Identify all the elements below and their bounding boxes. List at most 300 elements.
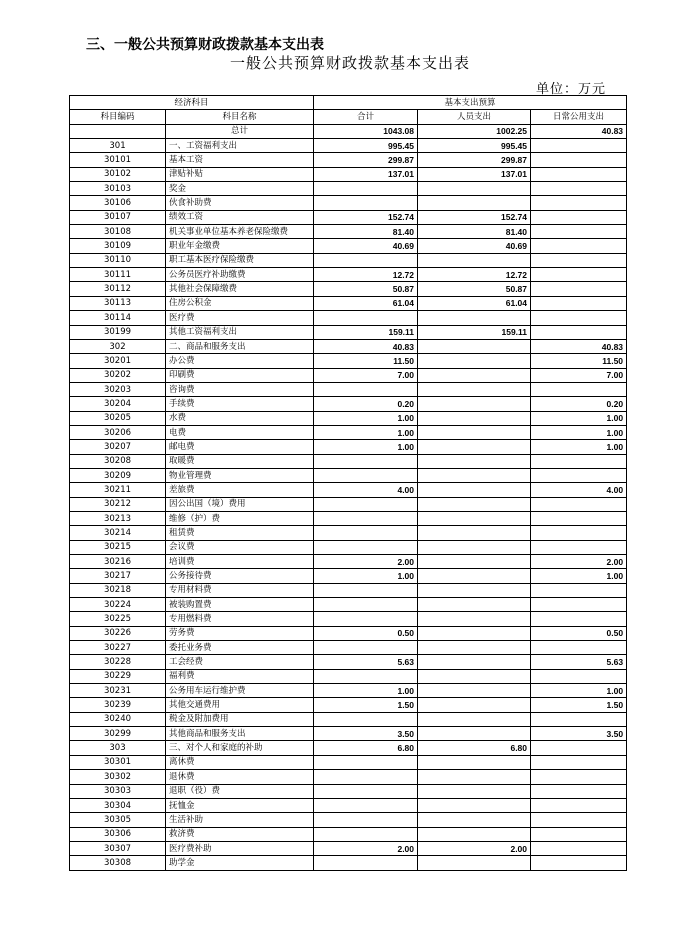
subject-name: 劳务费 xyxy=(166,626,314,640)
public-amount: 5.63 xyxy=(531,655,627,669)
public-amount: 1.50 xyxy=(531,698,627,712)
total-amount: 12.72 xyxy=(314,268,418,282)
personnel-amount: 995.45 xyxy=(418,139,531,153)
total-amount: 1.00 xyxy=(314,440,418,454)
personnel-amount: 2.00 xyxy=(418,841,531,855)
subject-code: 301 xyxy=(70,139,166,153)
total-amount: 0.50 xyxy=(314,626,418,640)
total-amount: 2.00 xyxy=(314,841,418,855)
public-amount xyxy=(531,253,627,267)
public-amount: 7.00 xyxy=(531,368,627,382)
subject-code: 30201 xyxy=(70,354,166,368)
table-row xyxy=(70,225,627,239)
personnel-amount xyxy=(418,454,531,468)
subject-name: 住房公积金 xyxy=(166,296,314,310)
total-amount xyxy=(314,468,418,482)
public-amount: 1.00 xyxy=(531,425,627,439)
table-row xyxy=(70,555,627,569)
subject-name: 绩效工资 xyxy=(166,210,314,224)
subject-code: 30224 xyxy=(70,598,166,612)
public-amount xyxy=(531,770,627,784)
table-row xyxy=(70,727,627,741)
personnel-amount xyxy=(418,641,531,655)
subject-name: 物业管理费 xyxy=(166,468,314,482)
subject-name: 退职（役）费 xyxy=(166,784,314,798)
header-group-row xyxy=(70,96,627,110)
total-amount: 4.00 xyxy=(314,483,418,497)
subject-code: 302 xyxy=(70,339,166,353)
personnel-amount xyxy=(418,540,531,554)
personnel-amount xyxy=(418,368,531,382)
total-amount: 159.11 xyxy=(314,325,418,339)
total-amount: 81.40 xyxy=(314,225,418,239)
subject-name: 离休费 xyxy=(166,755,314,769)
personnel-amount: 61.04 xyxy=(418,296,531,310)
public-amount: 11.50 xyxy=(531,354,627,368)
table-row xyxy=(70,770,627,784)
subject-code: 30209 xyxy=(70,468,166,482)
public-amount: 0.50 xyxy=(531,626,627,640)
total-amount: 6.80 xyxy=(314,741,418,755)
total-amount xyxy=(314,311,418,325)
subject-code: 30113 xyxy=(70,296,166,310)
table-row xyxy=(70,741,627,755)
public-amount: 2.00 xyxy=(531,555,627,569)
table-row xyxy=(70,425,627,439)
public-amount xyxy=(531,139,627,153)
subject-name: 被装购置费 xyxy=(166,598,314,612)
subject-code: 30227 xyxy=(70,641,166,655)
total-amount: 40.83 xyxy=(314,339,418,353)
table-row xyxy=(70,712,627,726)
personnel-amount xyxy=(418,569,531,583)
table-row xyxy=(70,296,627,310)
personnel-amount: 299.87 xyxy=(418,153,531,167)
public-amount xyxy=(531,755,627,769)
public-amount xyxy=(531,497,627,511)
personnel-amount xyxy=(418,612,531,626)
table-row xyxy=(70,354,627,368)
subject-code: 30110 xyxy=(70,253,166,267)
section-title: 三、一般公共预算财政拨款基本支出表 xyxy=(86,37,324,53)
subject-name: 其他社会保障缴费 xyxy=(166,282,314,296)
public-amount: 3.50 xyxy=(531,727,627,741)
public-amount xyxy=(531,841,627,855)
table-row xyxy=(70,268,627,282)
subject-code: 30302 xyxy=(70,770,166,784)
subject-code: 30101 xyxy=(70,153,166,167)
personnel-amount xyxy=(418,196,531,210)
subject-code: 30103 xyxy=(70,182,166,196)
subject-code: 30109 xyxy=(70,239,166,253)
table-row xyxy=(70,540,627,554)
subject-code: 30204 xyxy=(70,397,166,411)
total-amount: 50.87 xyxy=(314,282,418,296)
subject-name: 福利费 xyxy=(166,669,314,683)
table-row xyxy=(70,282,627,296)
total-personnel: 1002.25 xyxy=(418,124,531,138)
table-row xyxy=(70,641,627,655)
total-public: 40.83 xyxy=(531,124,627,138)
total-amount: 1.00 xyxy=(314,425,418,439)
subject-name: 医疗费补助 xyxy=(166,841,314,855)
subject-name: 手续费 xyxy=(166,397,314,411)
public-amount xyxy=(531,210,627,224)
subject-name: 生活补助 xyxy=(166,813,314,827)
subject-code: 30307 xyxy=(70,841,166,855)
public-amount xyxy=(531,741,627,755)
total-amount xyxy=(314,798,418,812)
total-amount xyxy=(314,598,418,612)
subject-code: 30240 xyxy=(70,712,166,726)
public-amount xyxy=(531,612,627,626)
table-row xyxy=(70,454,627,468)
total-amount xyxy=(314,755,418,769)
public-amount xyxy=(531,669,627,683)
total-amount xyxy=(314,511,418,525)
table-row xyxy=(70,339,627,353)
total-amount: 137.01 xyxy=(314,167,418,181)
subject-name: 其他商品和服务支出 xyxy=(166,727,314,741)
table-row xyxy=(70,239,627,253)
public-amount xyxy=(531,468,627,482)
subject-name: 救济费 xyxy=(166,827,314,841)
public-amount xyxy=(531,311,627,325)
total-amount: 40.69 xyxy=(314,239,418,253)
total-amount xyxy=(314,712,418,726)
header-total: 合计 xyxy=(314,110,418,124)
subject-name: 委托业务费 xyxy=(166,641,314,655)
header-subject-code: 科目编码 xyxy=(70,110,166,124)
public-amount xyxy=(531,225,627,239)
header-basic-budget: 基本支出预算 xyxy=(314,96,627,110)
total-amount: 7.00 xyxy=(314,368,418,382)
subject-name: 电费 xyxy=(166,425,314,439)
subject-name: 奖金 xyxy=(166,182,314,196)
public-amount xyxy=(531,583,627,597)
subject-code: 30202 xyxy=(70,368,166,382)
total-amount xyxy=(314,856,418,870)
table-row xyxy=(70,856,627,870)
total-amount xyxy=(314,526,418,540)
subject-name: 培训费 xyxy=(166,555,314,569)
table-row xyxy=(70,511,627,525)
subject-code: 30229 xyxy=(70,669,166,683)
personnel-amount: 152.74 xyxy=(418,210,531,224)
subject-name: 邮电费 xyxy=(166,440,314,454)
personnel-amount xyxy=(418,598,531,612)
personnel-amount xyxy=(418,655,531,669)
table-row xyxy=(70,684,627,698)
subject-name: 会议费 xyxy=(166,540,314,554)
total-amount xyxy=(314,382,418,396)
public-amount xyxy=(531,167,627,181)
subject-name: 专用燃料费 xyxy=(166,612,314,626)
total-amount: 61.04 xyxy=(314,296,418,310)
subject-name: 三、对个人和家庭的补助 xyxy=(166,741,314,755)
personnel-amount xyxy=(418,397,531,411)
subject-code: 30213 xyxy=(70,511,166,525)
subject-name: 机关事业单位基本养老保险缴费 xyxy=(166,225,314,239)
subject-code: 30107 xyxy=(70,210,166,224)
personnel-amount xyxy=(418,626,531,640)
total-amount xyxy=(314,540,418,554)
public-amount xyxy=(531,641,627,655)
header-personnel: 人员支出 xyxy=(418,110,531,124)
personnel-amount xyxy=(418,669,531,683)
public-amount xyxy=(531,454,627,468)
subject-name: 抚恤金 xyxy=(166,798,314,812)
public-amount xyxy=(531,540,627,554)
subject-code: 30239 xyxy=(70,698,166,712)
subject-code: 30214 xyxy=(70,526,166,540)
public-amount xyxy=(531,153,627,167)
subject-name: 退休费 xyxy=(166,770,314,784)
subject-code: 30303 xyxy=(70,784,166,798)
subject-name: 公务员医疗补助缴费 xyxy=(166,268,314,282)
subject-code: 30301 xyxy=(70,755,166,769)
personnel-amount: 6.80 xyxy=(418,741,531,755)
public-amount xyxy=(531,239,627,253)
subject-name: 基本工资 xyxy=(166,153,314,167)
subject-code: 30306 xyxy=(70,827,166,841)
total-amount: 995.45 xyxy=(314,139,418,153)
table-row xyxy=(70,382,627,396)
budget-table-body xyxy=(70,96,627,871)
personnel-amount xyxy=(418,684,531,698)
subject-name: 维修（护）费 xyxy=(166,511,314,525)
subject-code: 30102 xyxy=(70,167,166,181)
public-amount xyxy=(531,511,627,525)
subject-name: 助学金 xyxy=(166,856,314,870)
subject-name: 其他工资福利支出 xyxy=(166,325,314,339)
table-row xyxy=(70,755,627,769)
subject-name: 职业年金缴费 xyxy=(166,239,314,253)
personnel-amount xyxy=(418,311,531,325)
total-amount: 0.20 xyxy=(314,397,418,411)
personnel-amount xyxy=(418,583,531,597)
subject-code: 30216 xyxy=(70,555,166,569)
subject-name: 差旅费 xyxy=(166,483,314,497)
public-amount xyxy=(531,827,627,841)
total-amount: 1.00 xyxy=(314,569,418,583)
subject-name: 工会经费 xyxy=(166,655,314,669)
table-row xyxy=(70,841,627,855)
public-amount: 1.00 xyxy=(531,569,627,583)
personnel-amount: 12.72 xyxy=(418,268,531,282)
total-amount xyxy=(314,641,418,655)
public-amount: 0.20 xyxy=(531,397,627,411)
personnel-amount xyxy=(418,382,531,396)
subject-code: 30106 xyxy=(70,196,166,210)
table-row xyxy=(70,598,627,612)
personnel-amount: 81.40 xyxy=(418,225,531,239)
personnel-amount xyxy=(418,698,531,712)
personnel-amount xyxy=(418,253,531,267)
header-column-row xyxy=(70,110,627,124)
total-amount xyxy=(314,813,418,827)
subject-code: 30225 xyxy=(70,612,166,626)
subject-name: 伙食补助费 xyxy=(166,196,314,210)
subject-name: 办公费 xyxy=(166,354,314,368)
personnel-amount xyxy=(418,354,531,368)
public-amount xyxy=(531,798,627,812)
personnel-amount xyxy=(418,798,531,812)
subject-code: 30206 xyxy=(70,425,166,439)
total-code-cell xyxy=(70,124,166,138)
personnel-amount xyxy=(418,856,531,870)
subject-name: 咨询费 xyxy=(166,382,314,396)
total-total: 1043.08 xyxy=(314,124,418,138)
public-amount xyxy=(531,526,627,540)
subject-name: 公务接待费 xyxy=(166,569,314,583)
table-row xyxy=(70,167,627,181)
personnel-amount xyxy=(418,483,531,497)
subject-code: 30108 xyxy=(70,225,166,239)
table-row xyxy=(70,196,627,210)
table-row xyxy=(70,827,627,841)
subject-code: 30304 xyxy=(70,798,166,812)
table-row xyxy=(70,325,627,339)
table-row xyxy=(70,698,627,712)
subject-code: 30217 xyxy=(70,569,166,583)
table-row xyxy=(70,526,627,540)
subject-code: 30212 xyxy=(70,497,166,511)
total-amount xyxy=(314,497,418,511)
total-amount xyxy=(314,612,418,626)
subject-code: 30112 xyxy=(70,282,166,296)
subject-code: 30208 xyxy=(70,454,166,468)
total-amount: 2.00 xyxy=(314,555,418,569)
total-row xyxy=(70,124,627,138)
personnel-amount xyxy=(418,755,531,769)
total-amount: 1.50 xyxy=(314,698,418,712)
total-amount: 1.00 xyxy=(314,411,418,425)
subject-code: 30203 xyxy=(70,382,166,396)
personnel-amount xyxy=(418,784,531,798)
total-amount xyxy=(314,770,418,784)
subject-name: 税金及附加费用 xyxy=(166,712,314,726)
public-amount: 40.83 xyxy=(531,339,627,353)
public-amount xyxy=(531,784,627,798)
total-amount xyxy=(314,182,418,196)
total-amount xyxy=(314,253,418,267)
table-row xyxy=(70,497,627,511)
subject-name: 津贴补贴 xyxy=(166,167,314,181)
subject-name: 医疗费 xyxy=(166,311,314,325)
public-amount xyxy=(531,598,627,612)
subject-code: 30114 xyxy=(70,311,166,325)
subject-name: 取暖费 xyxy=(166,454,314,468)
subject-name: 其他交通费用 xyxy=(166,698,314,712)
table-row xyxy=(70,655,627,669)
table-row xyxy=(70,798,627,812)
subject-name: 一、工资福利支出 xyxy=(166,139,314,153)
table-row xyxy=(70,153,627,167)
personnel-amount xyxy=(418,468,531,482)
total-amount xyxy=(314,454,418,468)
total-label: 总计 xyxy=(166,124,314,138)
public-amount: 1.00 xyxy=(531,684,627,698)
total-amount xyxy=(314,583,418,597)
subject-code: 30308 xyxy=(70,856,166,870)
personnel-amount xyxy=(418,497,531,511)
table-row xyxy=(70,483,627,497)
table-row xyxy=(70,569,627,583)
table-row xyxy=(70,411,627,425)
public-amount xyxy=(531,856,627,870)
subject-code: 30299 xyxy=(70,727,166,741)
subject-code: 30231 xyxy=(70,684,166,698)
public-amount xyxy=(531,182,627,196)
subject-name: 公务用车运行维护费 xyxy=(166,684,314,698)
subject-name: 水费 xyxy=(166,411,314,425)
table-row xyxy=(70,626,627,640)
table-row xyxy=(70,583,627,597)
personnel-amount: 137.01 xyxy=(418,167,531,181)
table-row xyxy=(70,311,627,325)
subject-name: 租赁费 xyxy=(166,526,314,540)
public-amount xyxy=(531,712,627,726)
table-row xyxy=(70,139,627,153)
public-amount xyxy=(531,813,627,827)
header-economic-subject: 经济科目 xyxy=(70,96,314,110)
personnel-amount xyxy=(418,182,531,196)
personnel-amount xyxy=(418,425,531,439)
total-amount: 3.50 xyxy=(314,727,418,741)
public-amount: 1.00 xyxy=(531,411,627,425)
subject-code: 30205 xyxy=(70,411,166,425)
total-amount xyxy=(314,827,418,841)
personnel-amount xyxy=(418,712,531,726)
public-amount xyxy=(531,268,627,282)
total-amount: 1.00 xyxy=(314,684,418,698)
public-amount xyxy=(531,382,627,396)
subject-name: 二、商品和服务支出 xyxy=(166,339,314,353)
public-amount xyxy=(531,296,627,310)
personnel-amount xyxy=(418,727,531,741)
subject-code: 303 xyxy=(70,741,166,755)
total-amount: 299.87 xyxy=(314,153,418,167)
table-row xyxy=(70,612,627,626)
subject-name: 印刷费 xyxy=(166,368,314,382)
public-amount xyxy=(531,325,627,339)
header-public: 日常公用支出 xyxy=(531,110,627,124)
personnel-amount: 159.11 xyxy=(418,325,531,339)
table-row xyxy=(70,468,627,482)
subject-code: 30218 xyxy=(70,583,166,597)
personnel-amount: 40.69 xyxy=(418,239,531,253)
personnel-amount xyxy=(418,440,531,454)
personnel-amount xyxy=(418,770,531,784)
personnel-amount xyxy=(418,411,531,425)
subject-code: 30226 xyxy=(70,626,166,640)
total-amount xyxy=(314,196,418,210)
personnel-amount xyxy=(418,827,531,841)
personnel-amount xyxy=(418,813,531,827)
table-row xyxy=(70,368,627,382)
table-row xyxy=(70,669,627,683)
table-row xyxy=(70,253,627,267)
table-row xyxy=(70,182,627,196)
table-row xyxy=(70,210,627,224)
subject-code: 30211 xyxy=(70,483,166,497)
document-title: 一般公共预算财政拨款基本支出表 xyxy=(229,54,470,72)
subject-code: 30215 xyxy=(70,540,166,554)
subject-code: 30207 xyxy=(70,440,166,454)
subject-code: 30305 xyxy=(70,813,166,827)
subject-name: 因公出国（境）费用 xyxy=(166,497,314,511)
